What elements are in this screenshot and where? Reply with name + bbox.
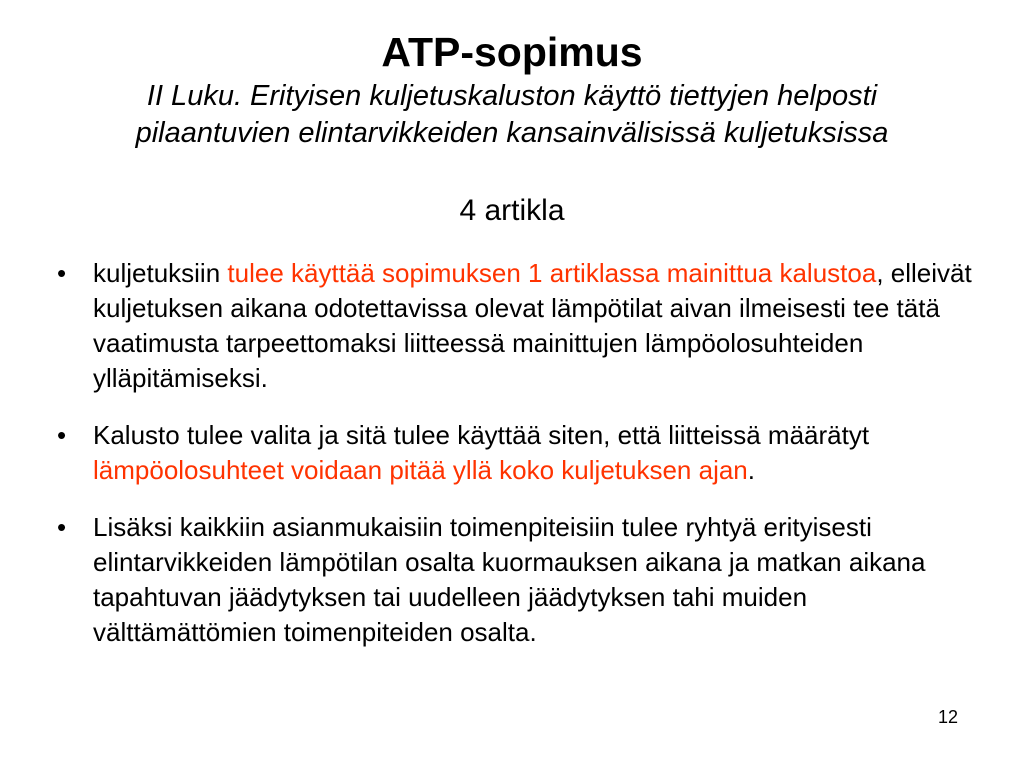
slide-subtitle [40,78,984,152]
bullet-item-2 [0,418,1024,488]
bullet-2-highlight: lämpöolosuhteet voidaan pitää yllä koko kuljetuksen ajan [93,455,748,485]
article-heading: 4 artikla [459,194,565,227]
bullet-1-text-continued: , elleivät kuljetuksen aikana odotettavissa olevat lämpötilat aivan ilmeisesti tee tätä vaatimusta tarpeettomaksi liitteessä mainittujen lämpöolosuhteiden ylläpitämiseksi. [93,258,972,393]
bullet-list [0,256,1024,672]
slide-title: ATP-sopimus [381,29,643,75]
bullet-dot-icon: • [57,258,67,288]
bullet-dot-icon: • [57,420,67,450]
subtitle-line-1: II Luku. Erityisen kuljetuskaluston käyttö tiettyjen helposti [146,80,878,112]
bullet-1-text: kuljetuksiin [93,258,228,288]
bullet-dot-icon: • [57,512,67,542]
bullet-item-1 [0,256,1024,396]
bullet-2-text-continued: . [747,455,755,485]
page-number: 12 [938,707,959,727]
bullet-3-text: Lisäksi kaikkiin asianmukaisiin toimenpiteisiin tulee ryhtyä erityisesti elintarvikkeiden lämpötilan osalta kuormauksen aikana ja matkan aikana tapahtuvan jäädytyksen tai uudelleen jäädytyksen tahi muiden välttämättömien toimenpiteiden osalta. [93,512,926,647]
bullet-2-text: Kalusto tulee valita ja sitä tulee käyttää siten, että liitteissä määrätyt [93,420,870,450]
bullet-item-3 [0,510,1024,650]
subtitle-line-2: pilaantuvien elintarvikkeiden kansainvälisissä kuljetuksissa [135,117,889,149]
bullet-1-highlight: tulee käyttää sopimuksen 1 artiklassa mainittua kalustoa [227,258,877,288]
